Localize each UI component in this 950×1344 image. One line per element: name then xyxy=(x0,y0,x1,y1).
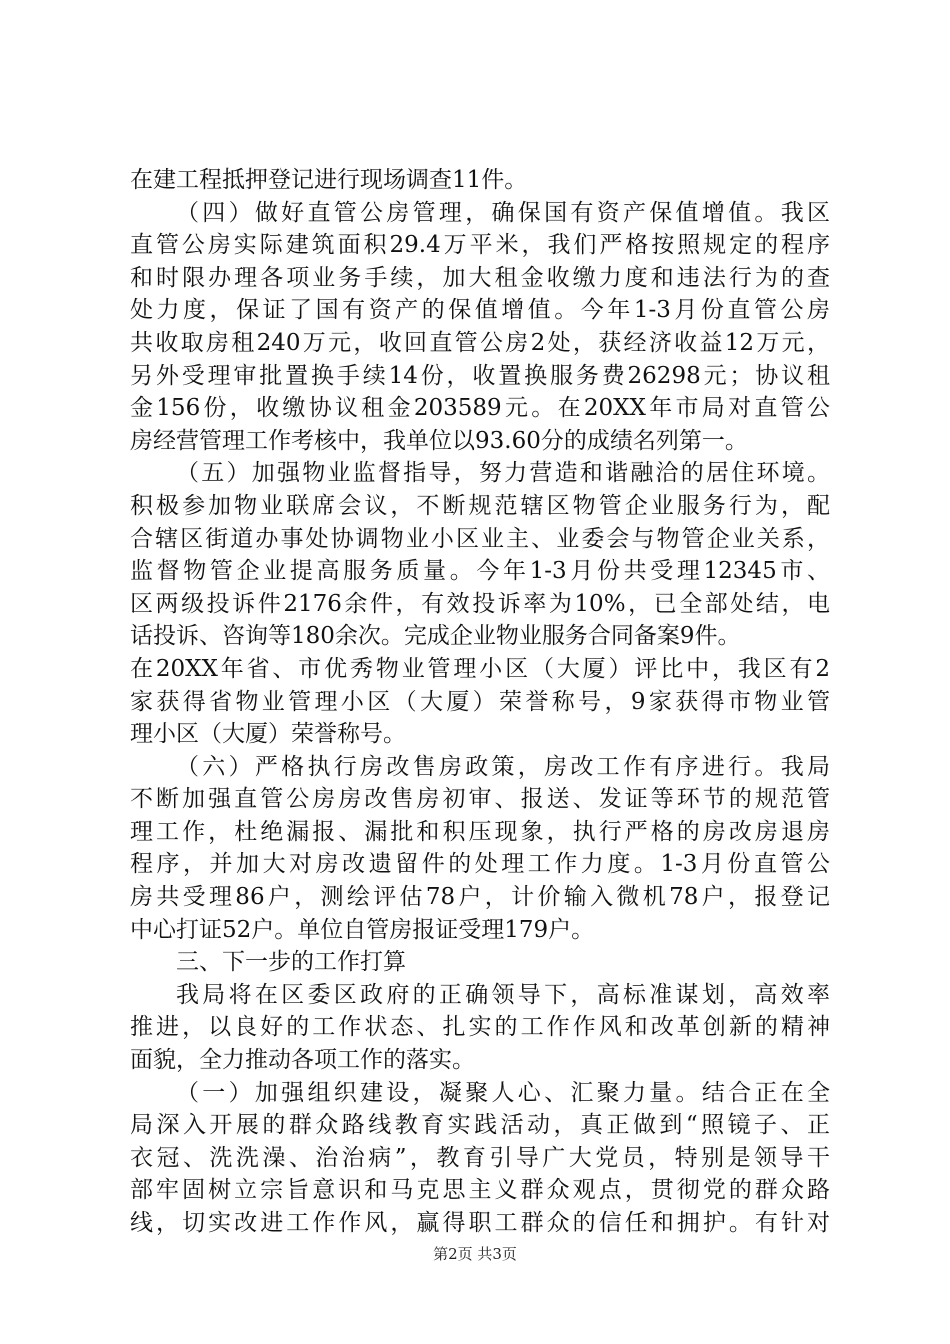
text-line: 积极参加物业联席会议，不断规范辖区物管企业服务行为，配 xyxy=(130,492,830,519)
text-line: 中心打证52户。单位自管房报证受理179户。 xyxy=(130,916,595,943)
section-heading: 三、下一步的工作打算 xyxy=(176,949,406,976)
text-line: 局深入开展的群众路线教育实践活动，真正做到“照镜子、正 xyxy=(130,1112,830,1139)
text-line: 合辖区街道办事处协调物业小区业主、业委会与物管企业关系， xyxy=(130,525,830,552)
text-line: 衣冠、洗洗澡、治治病”，教育引导广大党员，特别是领导干 xyxy=(130,1144,830,1171)
text-line: 家获得省物业管理小区（大厦）荣誉称号，9家获得市物业管 xyxy=(130,688,830,715)
text-line: 理小区（大厦）荣誉称号。 xyxy=(130,721,406,748)
text-line: 程序，并加大对房改遗留件的处理工作力度。1-3月份直管公 xyxy=(130,851,830,878)
paragraph-heading-4: （四）做好直管公房管理，确保国有资产保值增值。我区 xyxy=(176,199,830,226)
text-line: 推进，以良好的工作状态、扎实的工作作风和改革创新的精神 xyxy=(130,1014,830,1041)
text-line: 不断加强直管公房房改售房初审、报送、发证等环节的规范管 xyxy=(130,786,830,813)
text-line: 部牢固树立宗旨意识和马克思主义群众观点，贯彻党的群众路 xyxy=(130,1177,830,1204)
text-line: 在建工程抵押登记进行现场调查11件。 xyxy=(130,167,528,193)
text-line: 金156份，收缴协议租金203589元。在20XX年市局对直管公 xyxy=(130,395,830,422)
page-footer: 第2页 共3页 xyxy=(433,1245,517,1263)
text-line: 处力度，保证了国有资产的保值增值。今年1-3月份直管公房 xyxy=(130,297,830,324)
text-line: 另外受理审批置换手续14份，收置换服务费26298元；协议租 xyxy=(130,362,830,389)
text-line: 共收取房租240万元，收回直管公房2处，获经济收益12万元， xyxy=(130,329,830,356)
paragraph-start: 我局将在区委区政府的正确领导下，高标准谋划，高效率 xyxy=(176,981,830,1008)
text-line: 线，切实改进工作作风，赢得职工群众的信任和拥护。有针对 xyxy=(130,1210,830,1236)
text-line: 在20XX年省、市优秀物业管理小区（大厦）评比中，我区有2 xyxy=(130,655,830,682)
text-line: 房经营管理工作考核中，我单位以93.60分的成绩名列第一。 xyxy=(130,427,748,454)
paragraph-heading-6: （六）严格执行房改售房政策，房改工作有序进行。我局 xyxy=(176,753,830,780)
paragraph-heading-5: （五）加强物业监督指导，努力营造和谐融洽的居住环境。 xyxy=(176,460,830,487)
text-line: 区两级投诉件2176余件，有效投诉率为10%，已全部处结，电 xyxy=(130,590,830,617)
text-line: 监督物管企业提高服务质量。今年1-3月份共受理12345市、 xyxy=(130,558,830,585)
text-line: 话投诉、咨询等180余次。完成企业物业服务合同备案9件。 xyxy=(130,623,741,650)
body-text xyxy=(130,164,830,1240)
text-line: 面貌，全力推动各项工作的落实。 xyxy=(130,1047,475,1074)
paragraph-heading-1: （一）加强组织建设，凝聚人心、汇聚力量。结合正在全 xyxy=(176,1079,830,1106)
text-line: 和时限办理各项业务手续，加大租金收缴力度和违法行为的查 xyxy=(130,264,830,291)
text-line: 理工作，杜绝漏报、漏批和积压现象，执行严格的房改房退房 xyxy=(130,818,830,845)
text-line: 房共受理86户，测绘评估78户，计价输入微机78户，报登记 xyxy=(130,884,830,911)
text-line: 直管公房实际建筑面积29.4万平米，我们严格按照规定的程序 xyxy=(130,232,830,259)
